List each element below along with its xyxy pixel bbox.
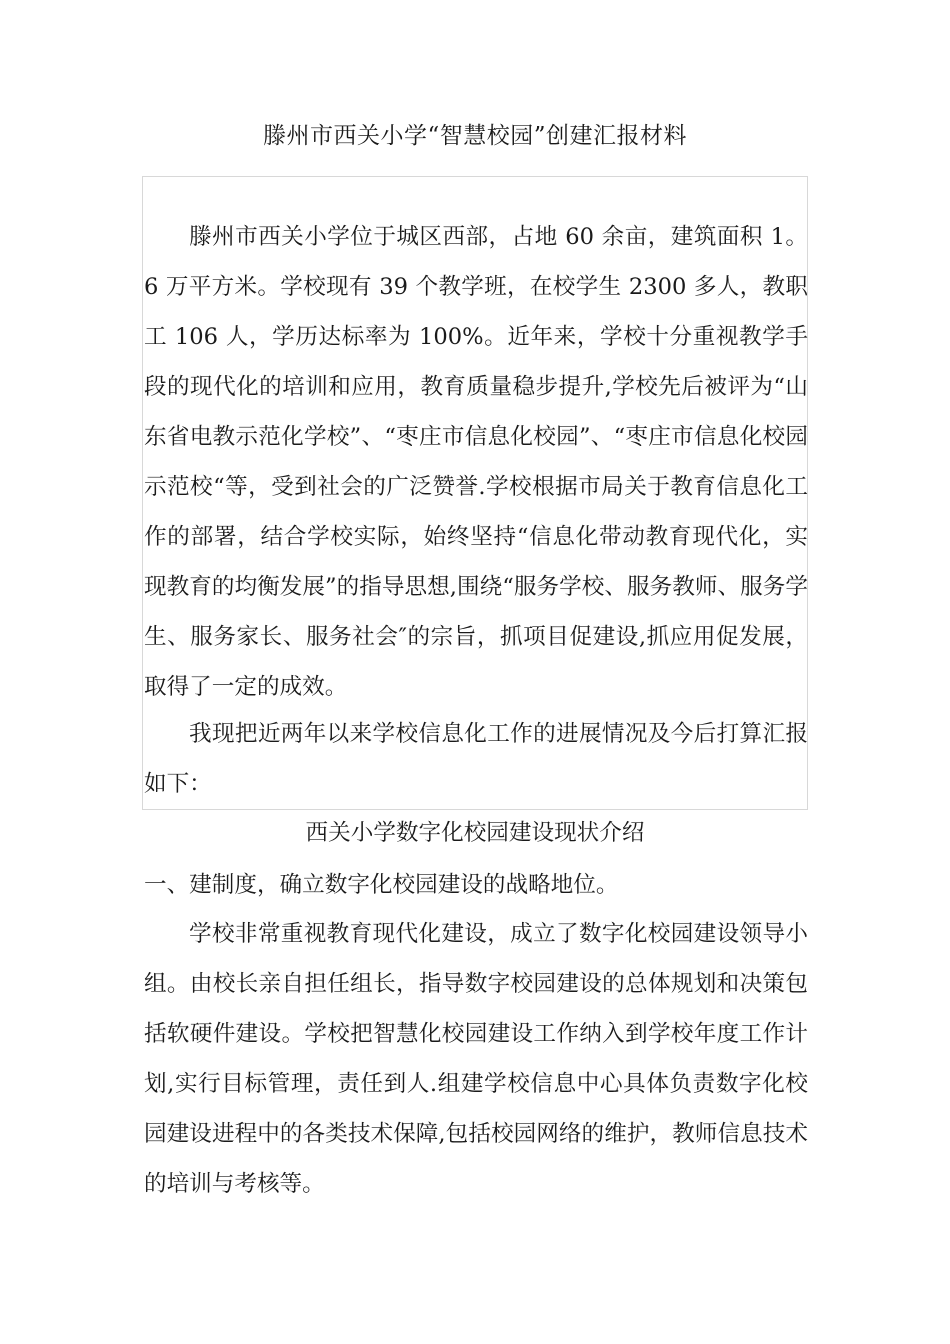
document-title: 滕州市西关小学“智慧校园”创建汇报材料: [262, 123, 688, 149]
intro-paragraph: 滕州市西关小学位于城区西部，占地 60 余亩，建筑面积 1。6 万平方米。学校现有 39 个教学班，在校学生 2300 多人，教职工 106 人，学历达标率为 100%。近年来，学校十分重视教学手段的现代化的培训和应用，教育质量稳步提升,学校先后被评为“山东省电教示范化学校”、“枣庄市信息化校园”、“枣庄市信息化校园示范校“等，受到社会的广泛赞誉.学校根据市局关于教育信息化工作的部署，结合学校实际，始终坚持“信息化带动教育现代化，实现教育的均衡发展”的指导思想,围绕“服务学校、服务教师、服务学生、服务家长、服务社会″的宗旨，抓项目促建设,抓应用促发展，取得了一定的成效。: [144, 224, 808, 700]
section-title: 西关小学数字化校园建设现状介绍: [305, 820, 645, 846]
section-1-paragraph: 学校非常重视教育现代化建设，成立了数字化校园建设领导小组。由校长亲自担任组长，指导数字校园建设的总体规划和决策包括软硬件建设。学校把智慧化校园建设工作纳入到学校年度工作计划,实行目标管理，责任到人.组建学校信息中心具体负责数字化校园建设进程中的各类技术保障,包括校园网络的维护，教师信息技术的培训与考核等。: [144, 921, 808, 1197]
heading-1: 一、建制度，确立数字化校园建设的战略地位。: [144, 872, 619, 898]
report-intro-paragraph: 我现把近两年以来学校信息化工作的进展情况及今后打算汇报如下：: [144, 721, 808, 797]
